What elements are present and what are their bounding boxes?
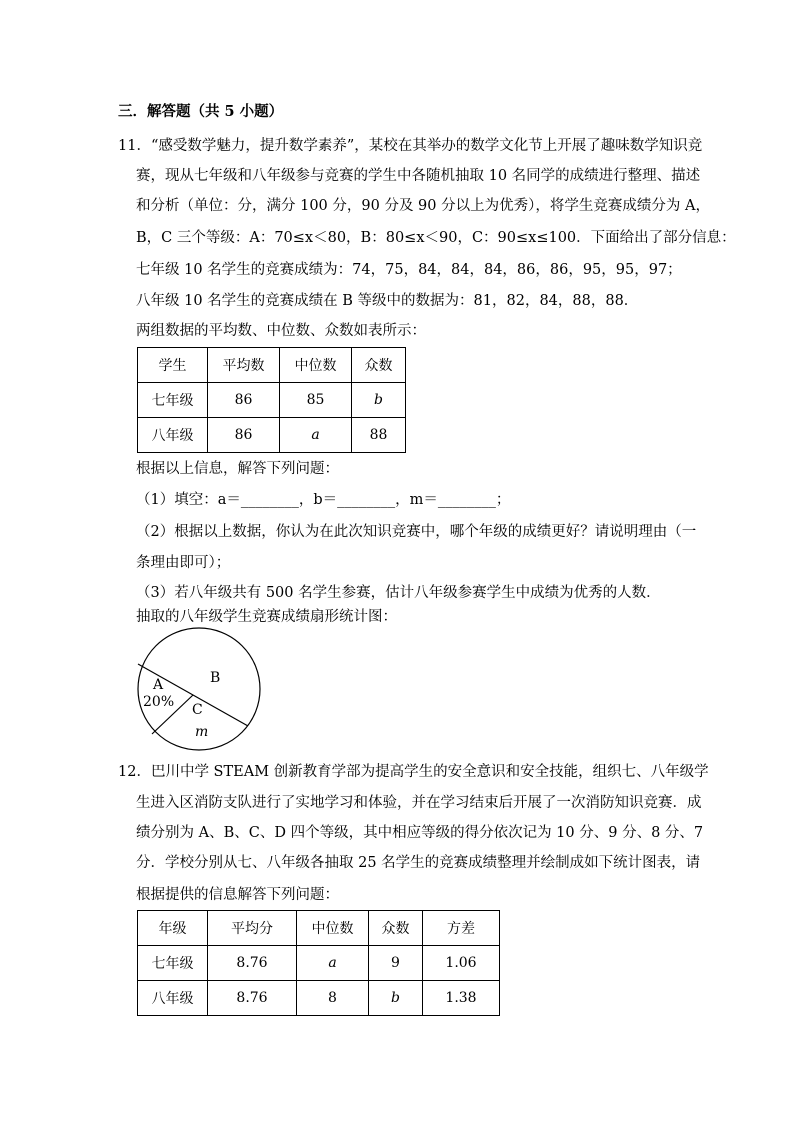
table-cell: 七年级 (138, 383, 208, 418)
table-header-cell: 平均分 (208, 911, 297, 946)
table-cell: 8 (297, 981, 369, 1016)
q12-line-2: 生进入区消防支队进行了实地学习和体验，并在学习结束后开展了一次消防知识竞赛．成 (136, 795, 702, 811)
table-header-cell: 年级 (138, 911, 208, 946)
table-header-cell: 平均数 (208, 348, 280, 383)
table-row (138, 383, 406, 418)
table-cell: b (352, 383, 406, 418)
q12-table (137, 910, 500, 1016)
table-header-cell: 众数 (369, 911, 423, 946)
q12-line-1: 12．巴川中学 STEAM 创新教育学部为提高学生的安全意识和安全技能，组织七、八年级学 (118, 764, 709, 780)
q11-instruction: 根据以上信息，解答下列问题： (136, 461, 339, 477)
table-cell: 9 (369, 946, 423, 981)
table-cell: 8.76 (208, 946, 297, 981)
table-cell: a (297, 946, 369, 981)
q12-line-3: 绩分别为 A、B、C、D 四个等级，其中相应等级的得分依次记为 10 分、9 分、8 分、7 (136, 825, 704, 841)
q11-part-2: （2）根据以上数据，你认为在此次知识竞赛中，哪个年级的成绩更好？请说明理由（一 (136, 524, 697, 540)
table-cell: 1.06 (423, 946, 500, 981)
table-cell: a (280, 418, 352, 453)
q11-line-6: 八年级 10 名学生的竞赛成绩在 B 等级中的数据为：81，82，84，88，88． (136, 293, 639, 309)
table-cell: 七年级 (138, 946, 208, 981)
table-cell: 八年级 (138, 981, 208, 1016)
table-header-cell: 方差 (423, 911, 500, 946)
q12-line-5: 根据提供的信息解答下列问题： (136, 887, 339, 903)
table-cell: b (369, 981, 423, 1016)
table-cell: 85 (280, 383, 352, 418)
q11-line-4: B，C 三个等级：A：70≤x＜80，B：80≤x＜90，C：90≤x≤100．下面给出了部分信息： (136, 230, 736, 246)
pie-label-a: A (153, 677, 164, 693)
q11-line-3: 和分析（单位：分，满分 100 分，90 分及 90 分以上为优秀），将学生竞赛成绩分为 A， (136, 198, 710, 214)
pie-label-b: B (210, 670, 221, 686)
table-cell: 8.76 (208, 981, 297, 1016)
table-cell: 86 (208, 383, 280, 418)
table-cell: 88 (352, 418, 406, 453)
table-row (138, 946, 500, 981)
table-header-cell: 众数 (352, 348, 406, 383)
q11-line-7: 两组数据的平均数、中位数、众数如表所示： (136, 323, 426, 339)
table-cell: 八年级 (138, 418, 208, 453)
table-cell: 1.38 (423, 981, 500, 1016)
q11-line-1: 11．“感受数学魅力，提升数学素养”，某校在其举办的数学文化节上开展了趣味数学知识竞 (118, 138, 703, 154)
pie-label-a-percent: 20% (143, 694, 175, 710)
table-row (138, 981, 500, 1016)
q11-line-5: 七年级 10 名学生的竞赛成绩为：74，75，84，84，84，86，86，95，95，97； (136, 262, 682, 278)
table-row (138, 418, 406, 453)
table-header-cell: 中位数 (297, 911, 369, 946)
q11-part-2-cont: 条理由即可）； (136, 555, 231, 571)
pie-label-m: m (195, 724, 209, 740)
table-header-cell: 中位数 (280, 348, 352, 383)
table-header-cell: 学生 (138, 348, 208, 383)
q11-pie-caption: 抽取的八年级学生竞赛成绩扇形统计图： (136, 609, 397, 625)
table-header-row (138, 348, 406, 383)
q11-table (137, 347, 406, 453)
q12-line-4: 分．学校分别从七、八年级各抽取 25 名学生的竞赛成绩整理并绘制成如下统计图表，请 (136, 855, 701, 871)
section-title: 三．解答题（共 5 小题） (118, 103, 284, 120)
q11-part-3: （3）若八年级共有 500 名学生参赛，估计八年级参赛学生中成绩为优秀的人数． (136, 585, 661, 601)
pie-chart (136, 626, 262, 752)
q11-part-1: （1）填空：a＝________，b＝________，m＝________； (136, 492, 511, 508)
q11-line-2: 赛，现从七年级和八年级参与竞赛的学生中各随机抽取 10 名同学的成绩进行整理、描述 (136, 168, 701, 184)
table-header-row (138, 911, 500, 946)
table-cell: 86 (208, 418, 280, 453)
pie-label-c: C (192, 702, 203, 718)
